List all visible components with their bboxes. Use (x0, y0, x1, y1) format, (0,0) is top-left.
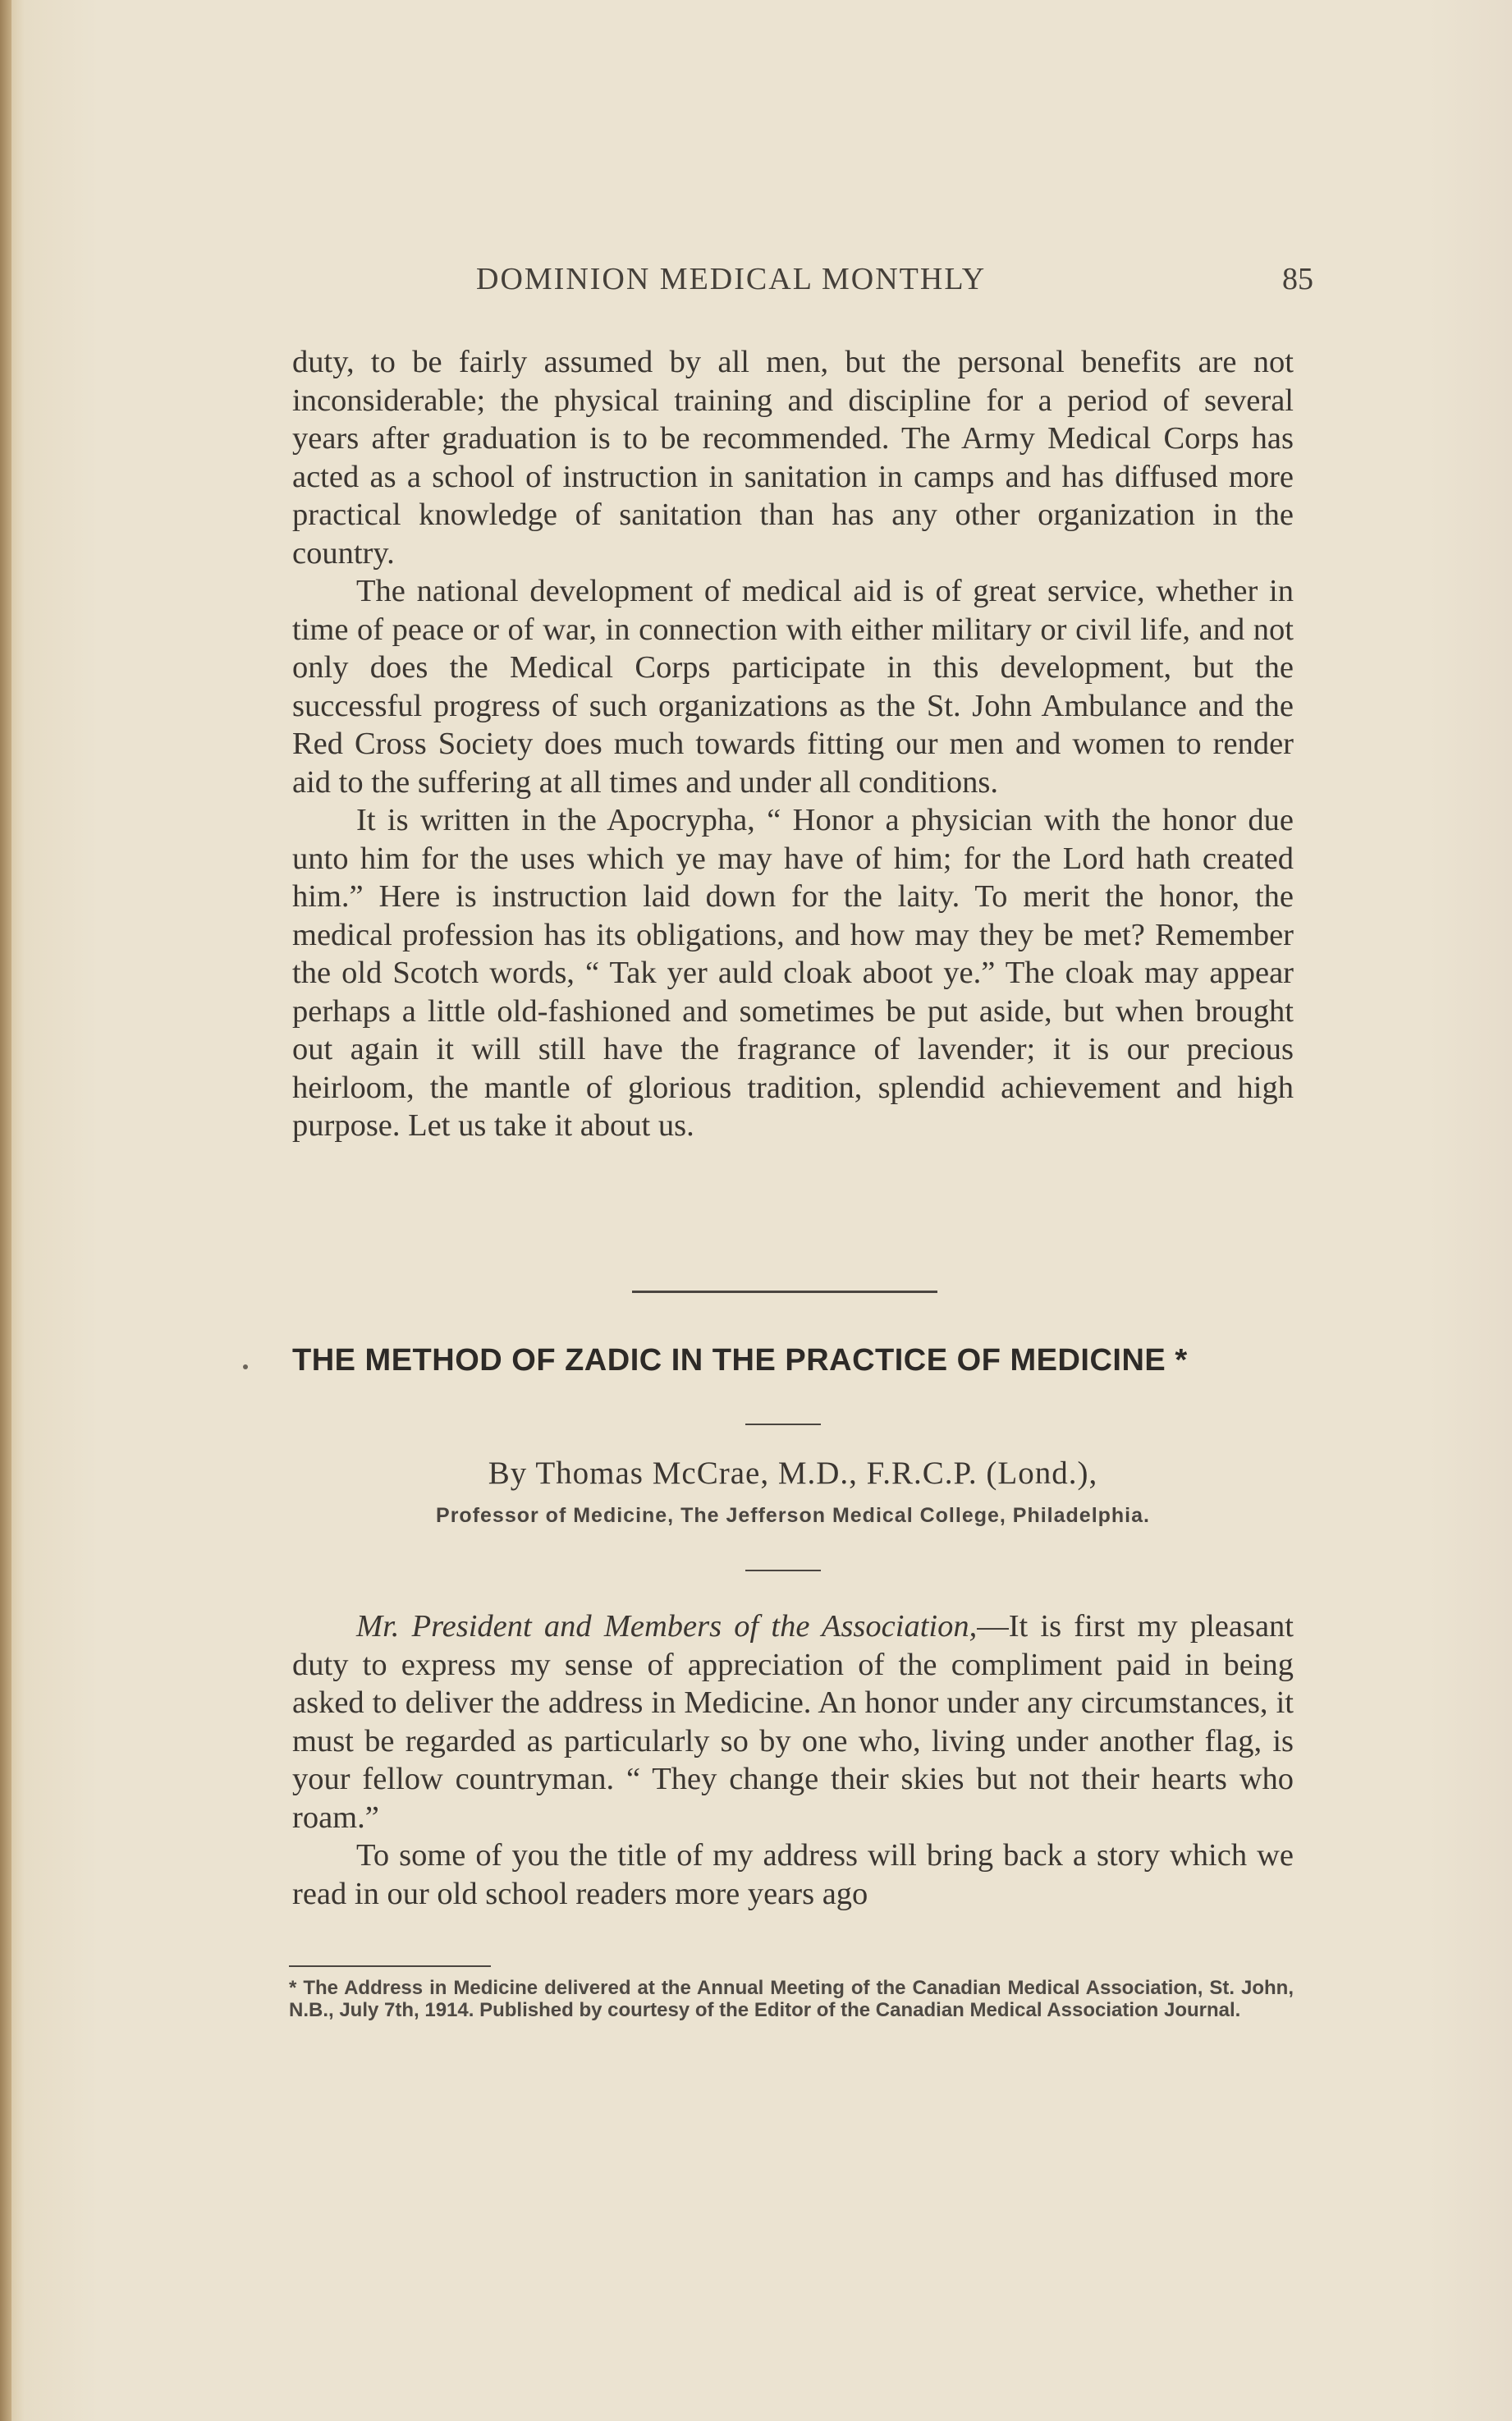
article-title: THE METHOD OF ZADIC IN THE PRACTICE OF MEDICINE * (292, 1343, 1188, 1378)
continued-text-block (292, 343, 1294, 1145)
paragraph-salutation (292, 1607, 1294, 1836)
salutation: Mr. President and Members of the Association, (356, 1609, 978, 1644)
paragraph-continued: duty, to be fairly assumed by all men, but the personal benefits are not inconsiderable; the physical training and discipline for a period of several years after graduation is to be recommended. The Army Medical Corps has acted as a school of instruction in sanitation in camps and has diffused more practical knowledge of sanitation than has any other organization in the country. (292, 345, 1294, 571)
margin-mark (243, 1364, 248, 1369)
journal-title: DOMINION MEDICAL MONTHLY (476, 262, 987, 296)
byline-short-rule (745, 1570, 821, 1571)
author-byline: By Thomas McCrae, M.D., F.R.C.P. (Lond.), (488, 1456, 1098, 1491)
section-divider-rule (632, 1291, 937, 1293)
paragraph-apocrypha: It is written in the Apocrypha, “ Honor a physician with the honor due unto him for the uses which ye may have of him; for the Lord hath created him.” Here is instruction laid down for the laity. To merit the honor, the medical profession has its obligations, and how may they be met? Remember the old Scotch words, “ Tak yer auld cloak aboot ye.” The cloak may appear perhaps a little old-fashioned and sometimes be put aside, but when brought out again it will still have the fragrance of lavender; it is our precious heirloom, the mantle of glorious tradition, splendid achievement and high purpose. Let us take it about us. (292, 803, 1294, 1143)
salutation-paragraph-text: —It is first my pleasant duty to express my sense of appreciation of the compliment paid in being asked to deliver the address in Medicine. An honor under any circumstances, it must be regarded as particularly so by one who, living under another flag, is your fellow countryman. “ They change their skies but not their hearts who roam.” (292, 1609, 1294, 1835)
title-short-rule (745, 1424, 821, 1425)
running-head (476, 261, 1313, 302)
footnote: * The Address in Medicine delivered at the Annual Meeting of the Canadian Medical Association, St. John, N.B., July 7th, 1914. Published by courtesy of the Editor of the Canadian Medical Association Journal. (289, 1977, 1294, 2021)
author-affiliation: Professor of Medicine, The Jefferson Medical College, Philadelphia. (436, 1504, 1150, 1527)
paragraph-national-development: The national development of medical aid is of great service, whether in time of peace or of war, in connection with either military or civil life, and not only does the Medical Corps participate in this development, but the successful progress of such organizations as the St. John Ambulance and the Red Cross Society does much towards fitting our men and women to render aid to the suffering at all times and under all conditions. (292, 574, 1294, 800)
footnote-rule (289, 1965, 491, 1967)
paragraph-title-story: To some of you the title of my address will bring back a story which we read in our old school readers more years ago (292, 1838, 1294, 1911)
article-body (292, 1607, 1294, 1913)
book-binding-edge (0, 0, 11, 2421)
page-number: 85 (1282, 262, 1313, 296)
